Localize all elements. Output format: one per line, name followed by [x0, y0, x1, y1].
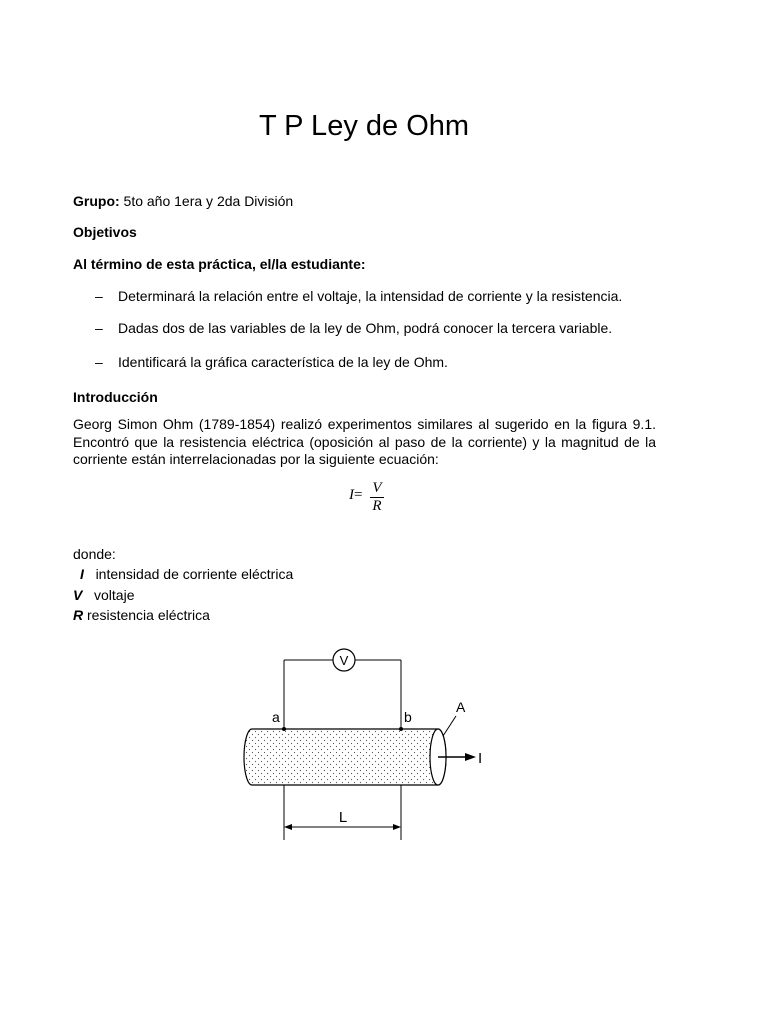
definition-row: [80, 566, 293, 583]
grupo-value: 5to año 1era y 2da División: [119, 193, 294, 209]
objective-item: Identificará la gráfica característica de la ley de Ohm.: [118, 354, 448, 370]
definition-text: intensidad de corriente eléctrica: [95, 566, 294, 582]
formula-lhs: I: [349, 487, 354, 503]
point-b-dot: [399, 727, 403, 731]
grupo-label: Grupo:: [73, 193, 120, 209]
definition-symbol: I: [80, 566, 84, 582]
al-termino-heading: Al término de esta práctica, el/la estudiante:: [73, 256, 366, 272]
definition-text: resistencia eléctrica: [87, 607, 210, 623]
definition-row: [73, 607, 210, 624]
length-label: L: [338, 809, 348, 826]
formula-numerator: V: [372, 480, 382, 496]
grupo-line: [73, 193, 293, 210]
definition-symbol: V: [73, 587, 83, 603]
definition-text: voltaje: [94, 587, 135, 603]
point-a-dot: [282, 727, 286, 731]
objetivos-heading: Objetivos: [73, 224, 137, 240]
formula-denominator: R: [372, 498, 382, 514]
intro-heading: Introducción: [73, 389, 158, 405]
bullet-marker: –: [95, 320, 103, 336]
voltmeter-label: V: [339, 653, 349, 668]
objective-item: Dadas dos de las variables de la ley de Ohm, podrá conocer la tercera variable.: [118, 320, 613, 336]
formula-equals: =: [354, 487, 363, 503]
objective-item: Determinará la relación entre el voltaje, la intensidad de corriente y la resistencia.: [118, 288, 623, 304]
ohm-circuit-diagram: [230, 640, 500, 845]
bullet-marker: –: [95, 288, 103, 304]
definition-row: [73, 587, 134, 604]
area-label: A: [456, 699, 466, 715]
page-title: T P Ley de Ohm: [258, 110, 470, 142]
bullet-marker: –: [95, 354, 103, 370]
point-b-label: b: [404, 709, 412, 725]
current-label: I: [478, 750, 483, 767]
definition-symbol: R: [73, 607, 84, 623]
point-a-label: a: [272, 709, 280, 725]
conductor-cylinder: [244, 729, 446, 785]
formula-fraction: [370, 481, 384, 514]
intro-paragraph: Georg Simon Ohm (1789-1854) realizó experimentos similares al sugerido en la figura 9.1. Encontró que la resistencia eléctrica (oposición al paso de la corriente) y la magnitud de la corriente están interrelacionadas por la siguiente ecuación:: [73, 416, 656, 467]
voltmeter-icon: [333, 649, 355, 671]
donde-label: donde:: [73, 546, 116, 562]
area-pointer: [443, 716, 456, 736]
